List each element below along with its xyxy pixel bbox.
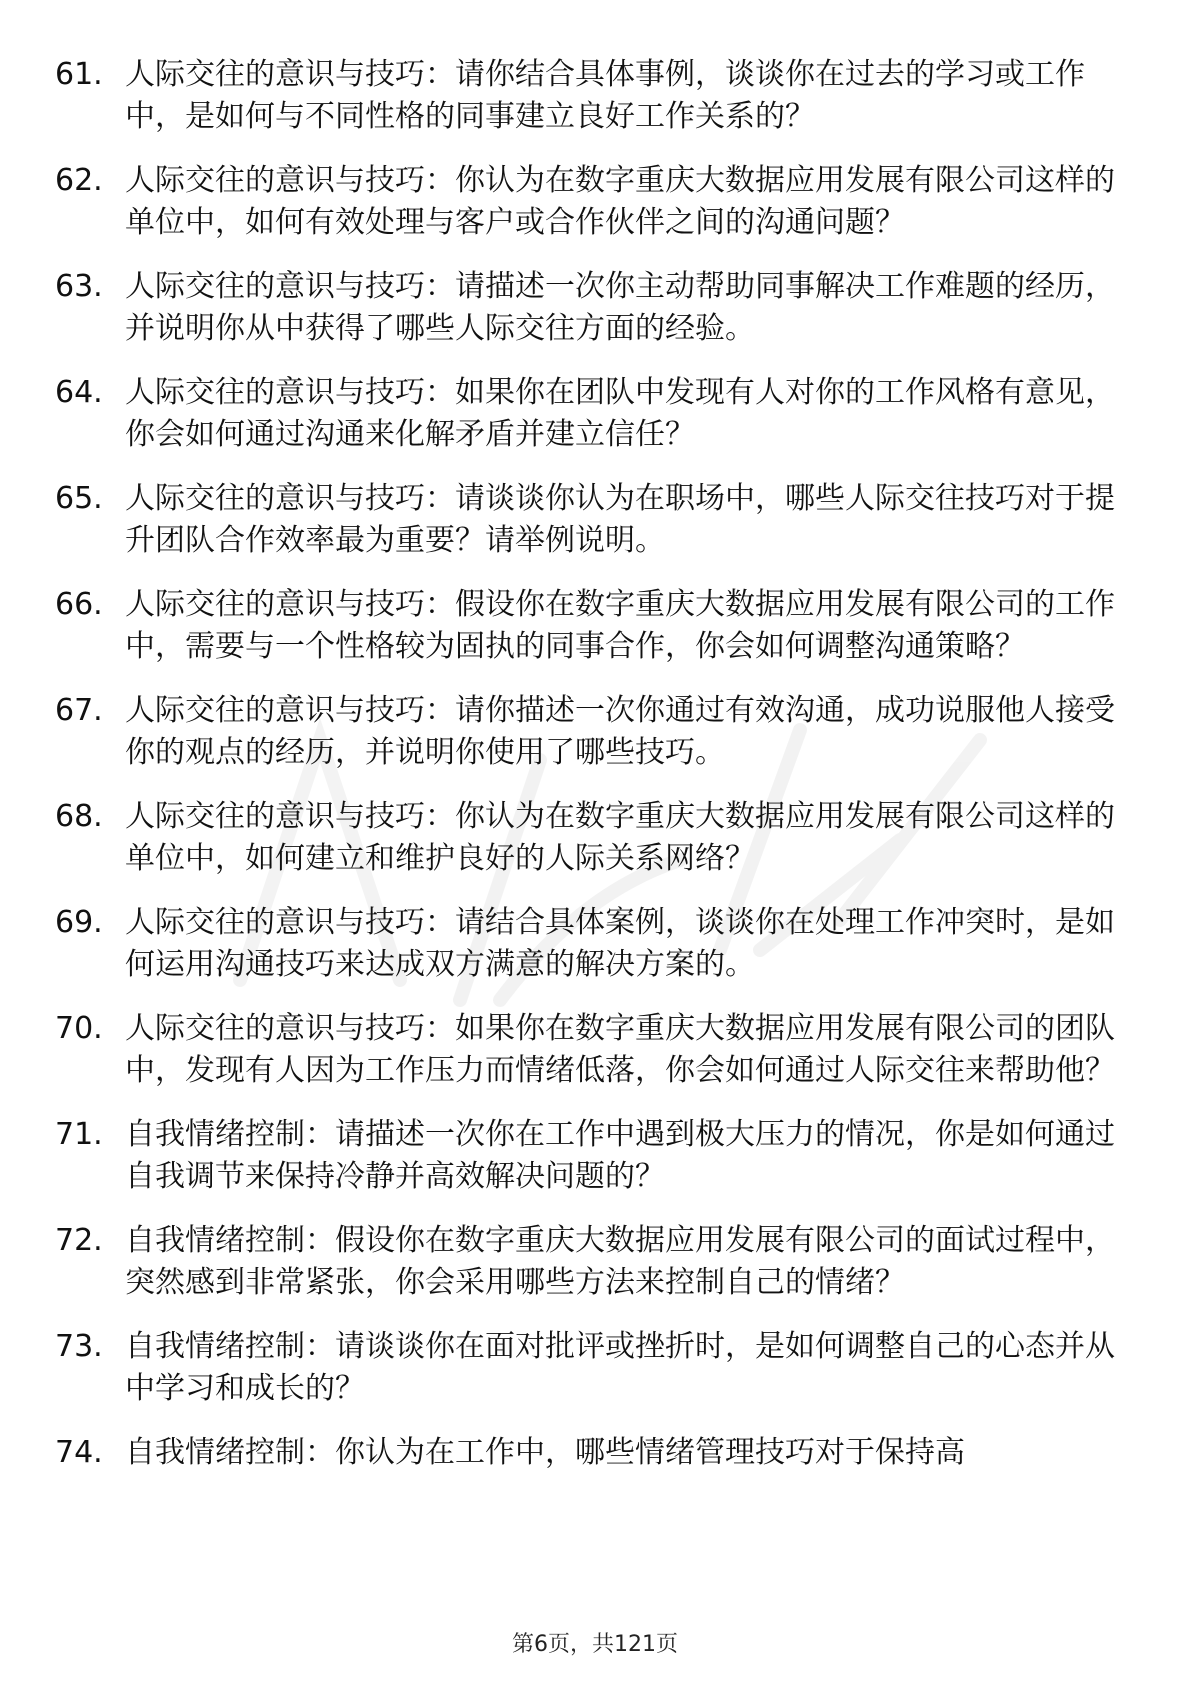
question-number: 64. <box>55 375 103 410</box>
page-footer <box>0 1630 1190 1660</box>
question-text: 人际交往的意识与技巧：请你结合具体事例，谈谈你在过去的学习或工作中，是如何与不同性格的同事建立良好工作关系的？ <box>125 57 1085 134</box>
question-number: 71. <box>55 1117 103 1152</box>
question-item <box>55 1220 1125 1304</box>
page-number-label: 第6页，共121页 <box>512 1632 678 1657</box>
question-item <box>55 1326 1125 1410</box>
question-number: 63. <box>55 269 103 304</box>
question-text: 人际交往的意识与技巧：如果你在团队中发现有人对你的工作风格有意见，你会如何通过沟通来化解矛盾并建立信任？ <box>125 375 1115 452</box>
question-item <box>55 690 1125 774</box>
question-item <box>55 160 1125 244</box>
question-text: 人际交往的意识与技巧：请你描述一次你通过有效沟通，成功说服他人接受你的观点的经历，并说明你使用了哪些技巧。 <box>125 693 1115 770</box>
question-number: 61. <box>55 57 103 92</box>
question-text: 自我情绪控制：请谈谈你在面对批评或挫折时，是如何调整自己的心态并从中学习和成长的？ <box>125 1329 1115 1406</box>
question-item <box>55 372 1125 456</box>
question-number: 68. <box>55 799 103 834</box>
question-text: 人际交往的意识与技巧：假设你在数字重庆大数据应用发展有限公司的工作中，需要与一个性格较为固执的同事合作，你会如何调整沟通策略？ <box>125 587 1115 664</box>
question-text: 人际交往的意识与技巧：请谈谈你认为在职场中，哪些人际交往技巧对于提升团队合作效率最为重要？请举例说明。 <box>125 481 1115 558</box>
question-text: 人际交往的意识与技巧：你认为在数字重庆大数据应用发展有限公司这样的单位中，如何有效处理与客户或合作伙伴之间的沟通问题？ <box>125 163 1115 240</box>
question-number: 69. <box>55 905 103 940</box>
question-item <box>55 478 1125 562</box>
question-text: 人际交往的意识与技巧：请描述一次你主动帮助同事解决工作难题的经历，并说明你从中获得了哪些人际交往方面的经验。 <box>125 269 1115 346</box>
question-item <box>55 902 1125 986</box>
question-number: 73. <box>55 1329 103 1364</box>
question-item <box>55 584 1125 668</box>
question-number: 67. <box>55 693 103 728</box>
question-number: 70. <box>55 1011 103 1046</box>
question-number: 62. <box>55 163 103 198</box>
question-number: 72. <box>55 1223 103 1258</box>
question-number: 74. <box>55 1435 103 1470</box>
question-item <box>55 796 1125 880</box>
question-text: 自我情绪控制：请描述一次你在工作中遇到极大压力的情况，你是如何通过自我调节来保持冷静并高效解决问题的？ <box>125 1117 1115 1194</box>
question-item <box>55 1114 1125 1198</box>
question-text: 自我情绪控制：假设你在数字重庆大数据应用发展有限公司的面试过程中，突然感到非常紧张，你会采用哪些方法来控制自己的情绪？ <box>125 1223 1115 1300</box>
question-list <box>55 54 1125 1496</box>
question-item <box>55 1008 1125 1092</box>
question-text: 自我情绪控制：你认为在工作中，哪些情绪管理技巧对于保持高 <box>125 1435 965 1470</box>
question-text: 人际交往的意识与技巧：如果你在数字重庆大数据应用发展有限公司的团队中，发现有人因为工作压力而情绪低落，你会如何通过人际交往来帮助他？ <box>125 1011 1115 1088</box>
question-item <box>55 266 1125 350</box>
question-item <box>55 54 1125 138</box>
question-item <box>55 1432 1125 1474</box>
question-text: 人际交往的意识与技巧：你认为在数字重庆大数据应用发展有限公司这样的单位中，如何建立和维护良好的人际关系网络？ <box>125 799 1115 876</box>
question-text: 人际交往的意识与技巧：请结合具体案例，谈谈你在处理工作冲突时，是如何运用沟通技巧来达成双方满意的解决方案的。 <box>125 905 1115 982</box>
question-number: 65. <box>55 481 103 516</box>
question-number: 66. <box>55 587 103 622</box>
